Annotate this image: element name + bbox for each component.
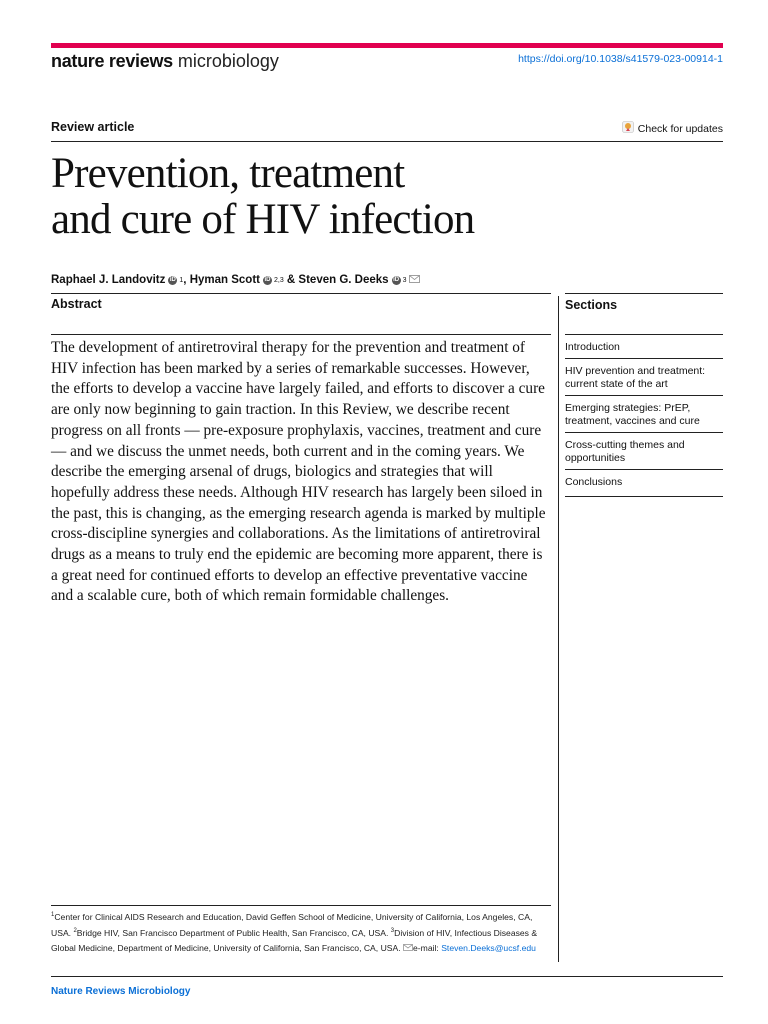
article-title [51, 151, 611, 243]
footnote-rule [51, 905, 551, 906]
brand-bar [51, 43, 723, 48]
author-3[interactable]: Steven G. Deeks [298, 274, 389, 286]
author-2[interactable]: Hyman Scott [189, 274, 260, 286]
orcid-icon[interactable]: iD [169, 276, 176, 283]
orcid-icon[interactable]: iD [264, 276, 271, 283]
sections-heading: Sections [565, 298, 618, 312]
envelope-icon[interactable] [409, 274, 420, 286]
title-line-2: and cure of HIV infection [51, 196, 475, 243]
section-link-conclusions[interactable]: Conclusions [565, 469, 723, 497]
affil-3-num: 3 [390, 928, 395, 935]
abstract-text: The development of antiretroviral therapy for the prevention and treatment of HIV infection has been marked by a series of remarkable successes. However, the efforts to develop a vaccine have largely failed, and efforts to discover a cure are only now beginning to gain traction. In this Review, we describe recent progress on all fronts — pre-exposure prophylaxis, vaccines, treatment and cure — and we discuss the unmet needs, both current and in the coming years. We describe the emerging arsenal of drugs, biologics and strategies that will hopefully address these needs. Although HIV research has largely been siloed in the past, this is changing, as the emerging research agenda is marked by multiple cross-discipline synergies and collaborations. As the limitations of antiretroviral drugs as a means to truly end the epidemic are becoming more apparent, there is a great need for continued efforts to develop an effective preventative vaccine and a scalable cure, both of which remain formidable challenges. [51, 339, 546, 605]
section-link-cross-cutting[interactable]: Cross-cutting themes and opportunities [565, 432, 723, 469]
column-divider [558, 296, 559, 962]
author-separator: , [183, 274, 190, 286]
article-type: Review article [51, 120, 135, 134]
author-list [51, 274, 420, 286]
journal-name-light: microbiology [177, 51, 279, 71]
envelope-icon [403, 943, 413, 953]
check-updates-label: Check for updates [637, 122, 723, 135]
author-separator: & [283, 274, 299, 286]
author-1-affil: 1 [179, 276, 184, 284]
section-link-introduction[interactable]: Introduction [565, 334, 723, 358]
check-updates-icon [622, 121, 634, 136]
journal-name-bold: nature reviews [51, 51, 173, 71]
check-updates-button[interactable] [622, 121, 723, 136]
affil-3: Division of HIV, Infectious Diseases & Global Medicine, Department of Medicine, University of California, San Francisco, CA, USA. [51, 928, 538, 953]
affil-2: Bridge HIV, San Francisco Department of Public Health, San Francisco, CA, USA. [76, 928, 391, 939]
abstract-rule [51, 334, 551, 335]
abstract-top-rule [51, 293, 551, 294]
title-line-1: Prevention, treatment [51, 150, 405, 197]
author-3-affil: 3 [402, 276, 407, 284]
sections-list [565, 334, 723, 497]
abstract-heading: Abstract [51, 297, 102, 311]
header-divider [51, 141, 723, 142]
footer-rule [51, 976, 723, 977]
affiliations [51, 908, 551, 955]
affil-1-num: 1 [51, 912, 55, 918]
doi-link[interactable]: https://doi.org/10.1038/s41579-023-00914-1 [518, 53, 723, 65]
email-link[interactable]: Steven.Deeks@ucsf.edu [441, 942, 536, 953]
sections-top-rule [565, 293, 723, 294]
affil-1: Center for Clinical AIDS Research and Education, David Geffen School of Medicine, University of California, Los Angeles, CA, USA. [51, 911, 533, 939]
author-1[interactable]: Raphael J. Landovitz [51, 274, 166, 286]
section-link-emerging-strategies[interactable]: Emerging strategies: PrEP, treatment, vaccines and cure [565, 395, 723, 432]
email-label: e-mail: [413, 942, 442, 953]
section-link-current-state[interactable]: HIV prevention and treatment: current state of the art [565, 358, 723, 395]
affil-2-num: 2 [73, 928, 77, 935]
author-2-affil: 2,3 [273, 276, 284, 284]
journal-logo[interactable] [51, 50, 279, 72]
footer-journal-name[interactable]: Nature Reviews Microbiology [51, 986, 191, 997]
orcid-icon[interactable]: iD [393, 276, 400, 283]
